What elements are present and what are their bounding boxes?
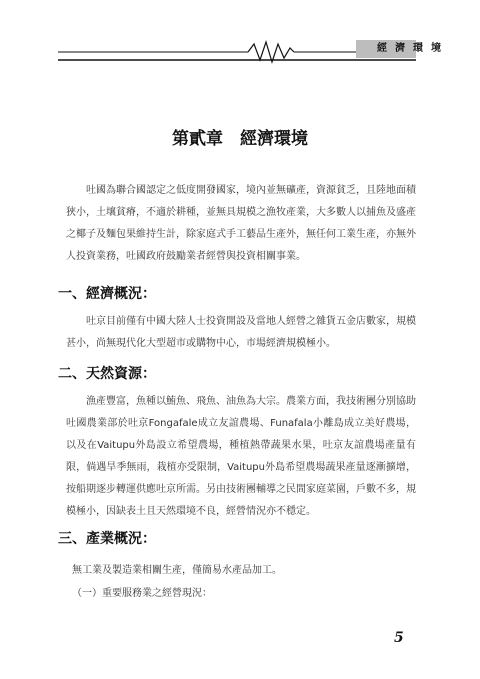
resources-paragraph: 漁產豐富，魚種以鮪魚、飛魚、油魚為大宗。農業方面，我技術團分別協助吐國農業部於吐京Fongafale成立友誼農場、Funafala小離島成立美好農場，以及在Vaitupu外島設立希望農場，種植熱帶蔬果水果，吐京友誼農場產量有限，倘遇旱季無雨，栽植亦受限制，Vaitupu外島希望農場蔬果產量逐漸擴增，按船期逐步轉運供應吐京所需。另由技術團輔導之民間家庭菜園，戶數不多，規模極小，因缺表土且天然環境不良，經營情況亦不穩定。	[66, 396, 416, 517]
page-number: 5	[394, 630, 404, 646]
section-heading-economy: 一、經濟概況：	[58, 286, 156, 302]
chapter-title: 第貳章 經濟環境	[172, 129, 308, 149]
industry-line: 無工業及製造業相關生產，僅簡易水產品加工。	[72, 565, 282, 576]
section-heading-industry: 三、產業概況：	[58, 531, 156, 547]
economy-paragraph: 吐京目前僅有中國大陸人士投資開設及當地人經營之雜貨五金店數家，規模甚小，尚無現代化大型超市或購物中心，市場經濟規模極小。	[66, 316, 416, 349]
header-title: 經濟環境	[377, 43, 449, 54]
running-header	[58, 38, 449, 64]
intro-paragraph: 吐國為聯合國認定之低度開發國家，境內並無礦產，資源貧乏，且陸地面積狹小，土壤貧瘠，不適於耕種，並無具規模之漁牧產業，大多數人以捕魚及盛產之椰子及麵包果維持生計，除家庭式手工藝品生產外，無任何工業生產，亦無外人投資業務，吐國政府鼓勵業者經營與投資相關事業。	[66, 185, 416, 262]
service-industry-subheading: （一）重要服務業之經營現況：	[72, 588, 212, 599]
section-heading-resources: 二、天然資源：	[58, 366, 156, 382]
